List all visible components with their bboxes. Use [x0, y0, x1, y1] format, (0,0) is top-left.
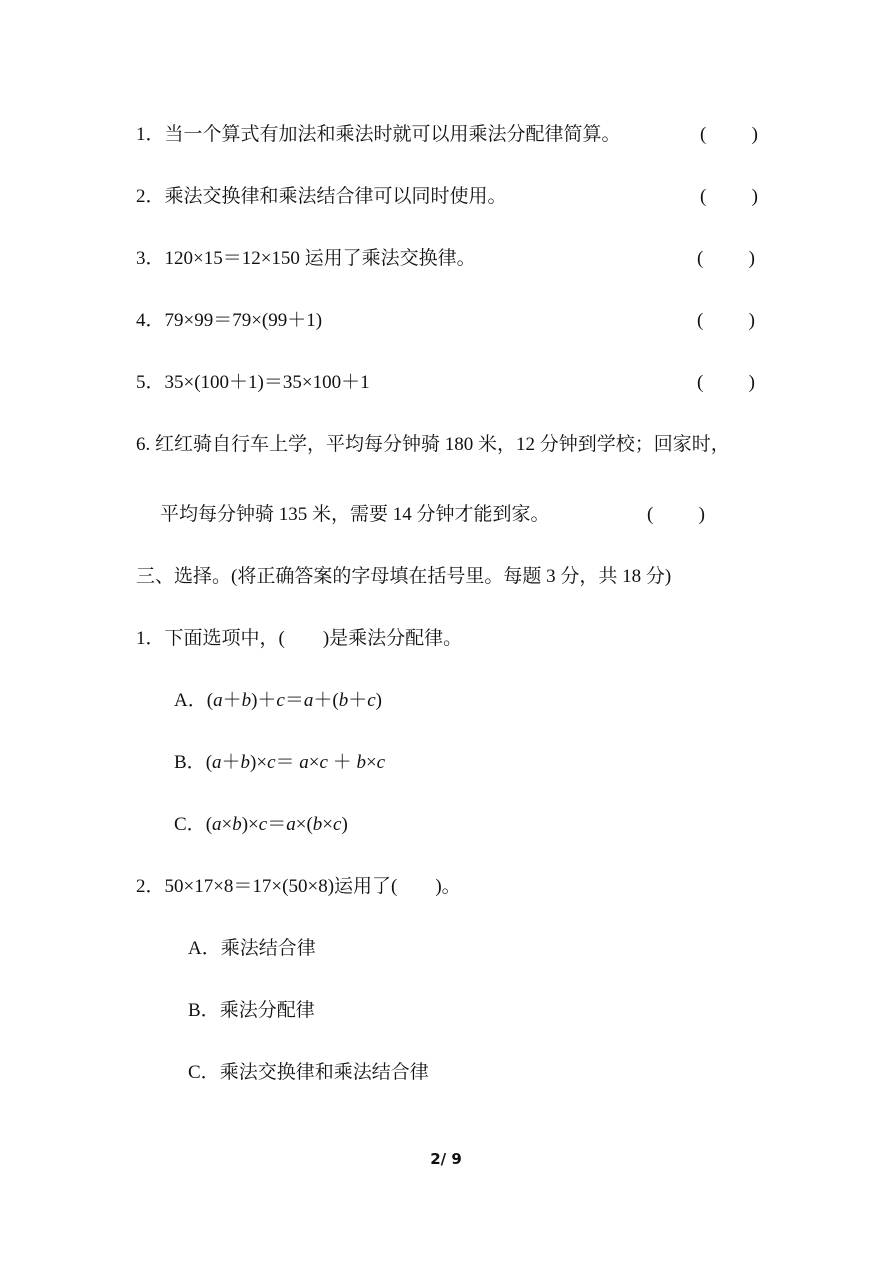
judge-item-3	[0, 242, 892, 276]
option-formula: A．(a＋b)＋c＝a＋(b＋c)	[174, 690, 382, 711]
option-text: C．乘法交换律和乘法结合律	[188, 1062, 429, 1083]
option-text: A．乘法结合律	[188, 938, 316, 959]
question-text: 2．50×17×8＝17×(50×8)运用了( )。	[136, 876, 461, 897]
section-title: 三、选择。(将正确答案的字母填在括号里。每题 3 分，共 18 分)	[136, 566, 672, 587]
judge-item-1	[0, 118, 892, 152]
judge-item-text: 1．当一个算式有加法和乘法时就可以用乘法分配律简算。	[136, 124, 621, 145]
option-b[interactable]	[0, 994, 892, 1028]
option-c[interactable]	[0, 808, 892, 842]
judge-item-6	[0, 428, 892, 462]
option-formula: C．(a×b)×c＝a×(b×c)	[174, 814, 348, 835]
judge-item-4	[0, 304, 892, 338]
option-a[interactable]	[0, 932, 892, 966]
option-text: B．乘法分配律	[188, 1000, 315, 1021]
option-b[interactable]	[0, 746, 892, 780]
option-formula: B．(a＋b)×c＝ a×c ＋ b×c	[174, 752, 386, 773]
judge-item-text: 2．乘法交换律和乘法结合律可以同时使用。	[136, 186, 507, 207]
option-a[interactable]	[0, 684, 892, 718]
page-number: 2/ 9	[430, 1150, 462, 1168]
judge-item-text: 平均每分钟骑 135 米，需要 14 分钟才能到家。	[160, 504, 550, 525]
judge-item-text: 4．79×99＝79×(99＋1)	[136, 310, 323, 331]
judge-item-text: 5．35×(100＋1)＝35×100＋1	[136, 372, 370, 393]
answer-parentheses[interactable]: ( )	[697, 372, 755, 393]
judge-item-6-continuation	[0, 498, 892, 532]
judge-item-text: 3．120×15＝12×150 运用了乘法交换律。	[136, 248, 476, 269]
judge-item-2	[0, 180, 892, 214]
answer-parentheses[interactable]: ( )	[700, 124, 758, 145]
judge-item-5	[0, 366, 892, 400]
judge-item-text: 6. 红红骑自行车上学，平均每分钟骑 180 米，12 分钟到学校；回家时，	[136, 434, 730, 455]
answer-parentheses[interactable]: ( )	[647, 504, 705, 525]
choice-question-2	[0, 870, 892, 904]
option-c[interactable]	[0, 1056, 892, 1090]
answer-parentheses[interactable]: ( )	[697, 310, 755, 331]
answer-parentheses[interactable]: ( )	[697, 248, 755, 269]
section-heading	[0, 560, 892, 594]
answer-parentheses[interactable]: ( )	[700, 186, 758, 207]
choice-question-1	[0, 622, 892, 656]
question-text: 1．下面选项中，( )是乘法分配律。	[136, 628, 463, 649]
